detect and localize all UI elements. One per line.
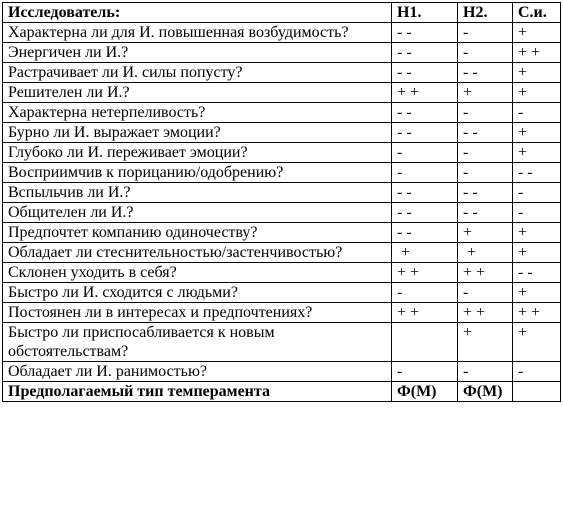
h1-cell: + + — [392, 83, 458, 103]
h2-cell: - — [458, 23, 513, 43]
si-cell: + — [513, 83, 561, 103]
h2-cell: - — [458, 362, 513, 382]
si-cell: + — [513, 23, 561, 43]
table-row — [3, 263, 561, 283]
table-row — [3, 163, 561, 183]
question-cell: Решителен ли И.? — [3, 83, 392, 103]
table-row — [3, 123, 561, 143]
question-cell: Общителен ли И.? — [3, 203, 392, 223]
h1-cell: + + — [392, 303, 458, 323]
si-cell: - - — [513, 163, 561, 183]
header-row — [3, 3, 561, 23]
si-cell: - — [513, 183, 561, 203]
si-cell: + — [513, 323, 561, 362]
table-row — [3, 283, 561, 303]
h2-cell: + + — [458, 263, 513, 283]
table-row — [3, 223, 561, 243]
table-row — [3, 243, 561, 263]
h1-cell: - - — [392, 223, 458, 243]
h2-cell: - - — [458, 183, 513, 203]
h2-cell: + + — [458, 303, 513, 323]
question-cell: Бурно ли И. выражает эмоции? — [3, 123, 392, 143]
table-row — [3, 143, 561, 163]
header-h2: Н2. — [458, 3, 513, 23]
question-cell: Обладает ли стеснительностью/застенчивостью? — [3, 243, 392, 263]
h2-cell: + — [458, 83, 513, 103]
question-cell: Быстро ли приспосабливается к новым обстоятельствам? — [3, 323, 392, 362]
question-cell: Постоянен ли в интересах и предпочтениях? — [3, 303, 392, 323]
table-row — [3, 203, 561, 223]
question-cell: Склонен уходить в себя? — [3, 263, 392, 283]
si-cell: + — [513, 243, 561, 263]
h2-cell: - - — [458, 123, 513, 143]
question-cell: Характерна нетерпеливость? — [3, 103, 392, 123]
temperament-type-label: Предполагаемый тип темперамента — [3, 382, 392, 402]
si-cell: + + — [513, 43, 561, 63]
question-cell: Вспыльчив ли И.? — [3, 183, 392, 203]
temperament-h2: Ф(М) — [458, 382, 513, 402]
h1-cell: - — [392, 362, 458, 382]
temperament-si — [513, 382, 561, 402]
h1-cell: - — [392, 283, 458, 303]
h1-cell: - - — [392, 103, 458, 123]
h1-cell: + + — [392, 263, 458, 283]
h2-cell: - — [458, 163, 513, 183]
si-cell: - - — [513, 263, 561, 283]
si-cell: + — [513, 63, 561, 83]
question-cell: Растрачивает ли И. силы попусту? — [3, 63, 392, 83]
table-row — [3, 103, 561, 123]
h1-cell: - - — [392, 203, 458, 223]
table-row — [3, 362, 561, 382]
temperament-assessment-table — [2, 2, 561, 402]
h1-cell: - - — [392, 43, 458, 63]
h1-cell: - - — [392, 183, 458, 203]
h1-cell: + — [392, 243, 458, 263]
si-cell: + + — [513, 303, 561, 323]
header-h1: Н1. — [392, 3, 458, 23]
table-row — [3, 43, 561, 63]
table-row — [3, 323, 561, 362]
h1-cell: - - — [392, 63, 458, 83]
si-cell: - — [513, 362, 561, 382]
header-researcher: Исследователь: — [3, 3, 392, 23]
footer-row — [3, 382, 561, 402]
si-cell: + — [513, 143, 561, 163]
si-cell: + — [513, 283, 561, 303]
h1-cell: - — [392, 143, 458, 163]
h2-cell: + — [458, 323, 513, 362]
table-row — [3, 63, 561, 83]
h2-cell: - — [458, 143, 513, 163]
h2-cell: - — [458, 43, 513, 63]
h2-cell: - — [458, 103, 513, 123]
si-cell: + — [513, 123, 561, 143]
h2-cell: - — [458, 283, 513, 303]
h2-cell: - - — [458, 203, 513, 223]
si-cell: - — [513, 103, 561, 123]
question-cell: Восприимчив к порицанию/одобрению? — [3, 163, 392, 183]
table-row — [3, 303, 561, 323]
h1-cell — [392, 323, 458, 362]
h1-cell: - - — [392, 123, 458, 143]
question-cell: Глубоко ли И. переживает эмоции? — [3, 143, 392, 163]
question-cell: Быстро ли И. сходится с людьми? — [3, 283, 392, 303]
h2-cell: + — [458, 243, 513, 263]
question-cell: Характерна ли для И. повышенная возбудимость? — [3, 23, 392, 43]
si-cell: - — [513, 203, 561, 223]
question-cell: Обладает ли И. ранимостью? — [3, 362, 392, 382]
h2-cell: - - — [458, 63, 513, 83]
header-si: С.и. — [513, 3, 561, 23]
table-row — [3, 23, 561, 43]
table-row — [3, 183, 561, 203]
h1-cell: - — [392, 163, 458, 183]
h1-cell: - - — [392, 23, 458, 43]
question-cell: Энергичен ли И.? — [3, 43, 392, 63]
temperament-h1: Ф(М) — [392, 382, 458, 402]
si-cell: + — [513, 223, 561, 243]
h2-cell: + — [458, 223, 513, 243]
table-row — [3, 83, 561, 103]
question-cell: Предпочтет компанию одиночеству? — [3, 223, 392, 243]
